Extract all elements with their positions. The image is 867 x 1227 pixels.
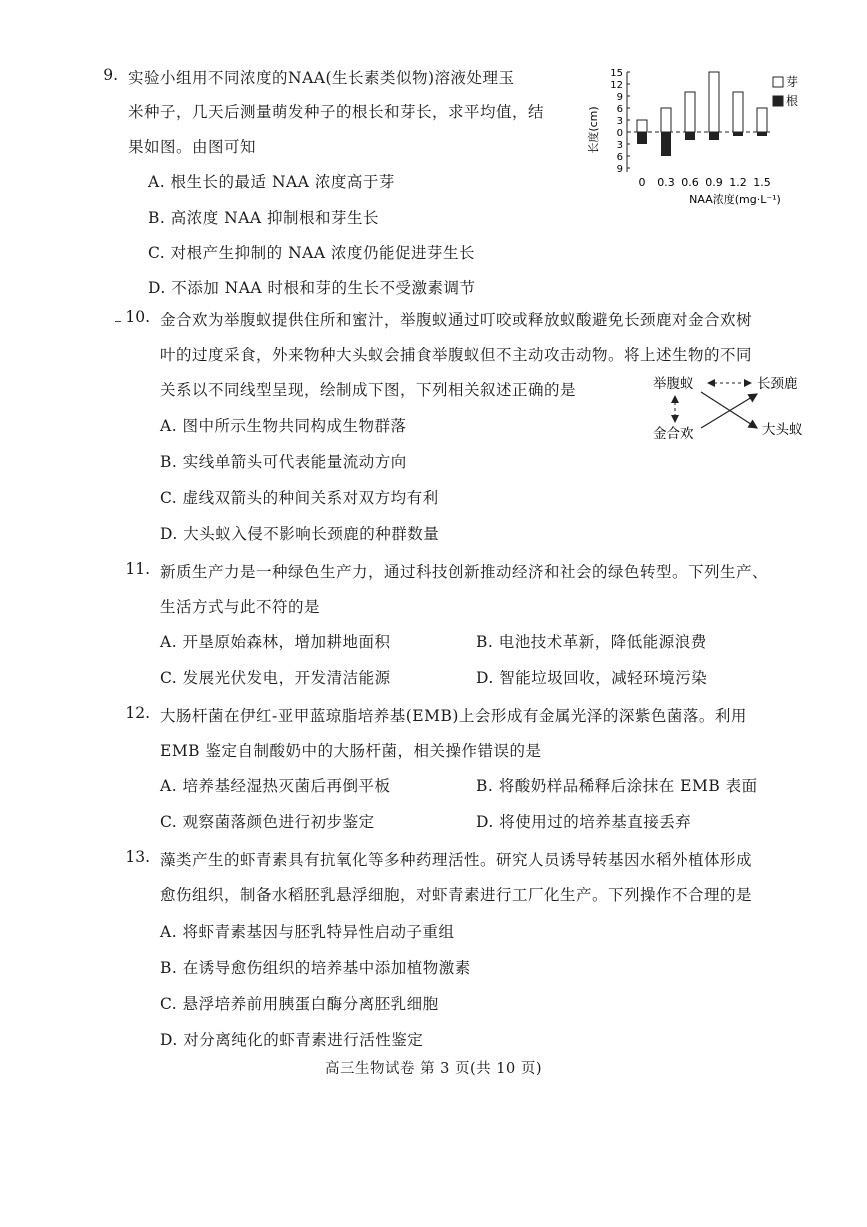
option-a: A. 根生长的最适 NAA 浓度高于芽 (148, 173, 395, 191)
question-text: 藻类产生的虾青素具有抗氧化等多种药理活性。研究人员诱导转基因水稻外植体形成 (160, 851, 753, 869)
x-tick-label: 0.3 (657, 176, 675, 189)
option-d: D. 智能垃圾回收，减轻环境污染 (476, 669, 708, 687)
bar-root (685, 132, 695, 140)
node-giraffe: 长颈鹿 (757, 376, 798, 392)
page-footer: 高三生物试卷 第 3 页(共 10 页) (324, 1061, 543, 1077)
x-axis-ticks (639, 176, 771, 189)
option-c: C. 发展光伏发电，开发清洁能源 (160, 669, 391, 687)
bar-root (733, 132, 743, 136)
option-b: B. 电池技术革新，降低能源浪费 (476, 633, 707, 651)
option-d: D. 对分离纯化的虾青素进行活性鉴定 (160, 1031, 424, 1049)
option-a: A. 开垦原始森林，增加耕地面积 (160, 633, 391, 651)
node-ant: 举腹蚁 (653, 376, 694, 392)
option-d: D. 不添加 NAA 时根和芽的生长不受激素调节 (148, 279, 476, 297)
x-tick-label: 0.6 (681, 176, 699, 189)
option-b: B. 实线单箭头可代表能量流动方向 (160, 453, 407, 471)
bar-root (661, 132, 671, 156)
bar-shoot (733, 92, 743, 132)
bar-shoot (757, 108, 767, 132)
option-d: D. 大头蚁入侵不影响长颈鹿的种群数量 (160, 525, 440, 543)
node-acacia: 金合欢 (653, 426, 694, 442)
bar-root (709, 132, 719, 140)
question-number: 11. (125, 560, 150, 578)
option-b: B. 将酸奶样品稀释后涂抹在 EMB 表面 (476, 777, 758, 795)
option-d: D. 将使用过的培养基直接丢弃 (476, 813, 692, 831)
question-number: 10. (125, 308, 150, 326)
question-text: 叶的过度采食，外来物种大头蚁会捕食举腹蚁但不主动攻击动物。将上述生物的不同 (160, 346, 753, 364)
legend-swatch-root (773, 96, 783, 106)
question-number: 9. (103, 66, 118, 84)
option-a: A. 将虾青素基因与胚乳特异性启动子重组 (160, 923, 455, 941)
x-tick-label: 0.9 (705, 176, 723, 189)
question-text: 关系以不同线型呈现，绘制成下图，下列相关叙述正确的是 (160, 381, 577, 399)
question-text: EMB 鉴定自制酸奶中的大肠杆菌，相关操作错误的是 (160, 742, 542, 760)
option-c: C. 对根产生抑制的 NAA 浓度仍能促进芽生长 (148, 244, 475, 262)
species-relation-diagram (645, 370, 825, 450)
question-text: 愈伤组织，制备水稻胚乳悬浮细胞，对虾青素进行工厂化生产。下列操作不合理的是 (160, 886, 753, 904)
bar-root (757, 132, 767, 136)
question-text: 生活方式与此不符的是 (160, 598, 321, 616)
option-c: C. 观察菌落颜色进行初步鉴定 (160, 813, 375, 831)
question-text: 大肠杆菌在伊红-亚甲蓝琼脂培养基(EMB)上会形成有金属光泽的深紫色菌落。利用 (160, 707, 747, 725)
y-tick-label: 6 (616, 152, 623, 163)
question-text: 新质生产力是一种绿色生产力，通过科技创新推动经济和社会的绿色转型。下列生产、 (160, 563, 769, 581)
legend (773, 74, 798, 108)
legend-label-shoot: 芽 (786, 75, 799, 89)
legend-swatch-shoot (773, 77, 783, 87)
legend-label-root: 根 (786, 94, 799, 108)
question-text: 实验小组用不同浓度的NAA(生长素类似物)溶液处理玉 (128, 69, 515, 87)
y-tick-label: 9 (616, 164, 623, 175)
y-tick-label: 12 (610, 80, 623, 91)
option-a: A. 图中所示生物共同构成生物群落 (160, 417, 407, 435)
y-tick-label: 6 (616, 104, 623, 115)
naa-bar-chart (585, 62, 815, 212)
option-c: C. 虚线双箭头的种间关系对双方均有利 (160, 489, 439, 507)
option-a: A. 培养基经湿热灭菌后再倒平板 (160, 777, 391, 795)
option-b: B. 在诱导愈伤组织的培养基中添加植物激素 (160, 959, 471, 977)
question-number: 12. (125, 704, 150, 722)
chart-bars (637, 72, 767, 156)
option-b: B. 高浓度 NAA 抑制根和芽生长 (148, 209, 380, 227)
bar-root (637, 132, 647, 144)
bar-shoot (637, 120, 647, 132)
question-text: 米种子，几天后测量萌发种子的根长和芽长，求平均值，结 (128, 103, 545, 121)
y-tick-label: 15 (610, 68, 623, 79)
y-tick-label: 0 (616, 128, 623, 139)
x-tick-label: 0 (638, 176, 646, 189)
bar-shoot (661, 108, 671, 132)
bar-shoot (685, 92, 695, 132)
y-tick-label: 3 (616, 140, 623, 151)
x-axis-label: NAA浓度(mg·L⁻¹) (689, 193, 781, 206)
question-number: 13. (125, 848, 150, 866)
bar-shoot (709, 72, 719, 132)
y-tick-label: 9 (616, 92, 623, 103)
x-tick-label: 1.2 (729, 176, 747, 189)
question-text: 果如图。由图可知 (128, 138, 257, 156)
node-big-headed-ant: 大头蚁 (762, 422, 803, 438)
y-axis-label: 长度(cm) (587, 106, 600, 154)
option-c: C. 悬浮培养前用胰蛋白酶分离胚乳细胞 (160, 995, 439, 1013)
question-text: 金合欢为举腹蚁提供住所和蜜汁，举腹蚁通过叮咬或释放蚁酸避免长颈鹿对金合欢树 (160, 311, 753, 329)
y-tick-label: 3 (616, 116, 623, 127)
x-tick-label: 1.5 (753, 176, 771, 189)
